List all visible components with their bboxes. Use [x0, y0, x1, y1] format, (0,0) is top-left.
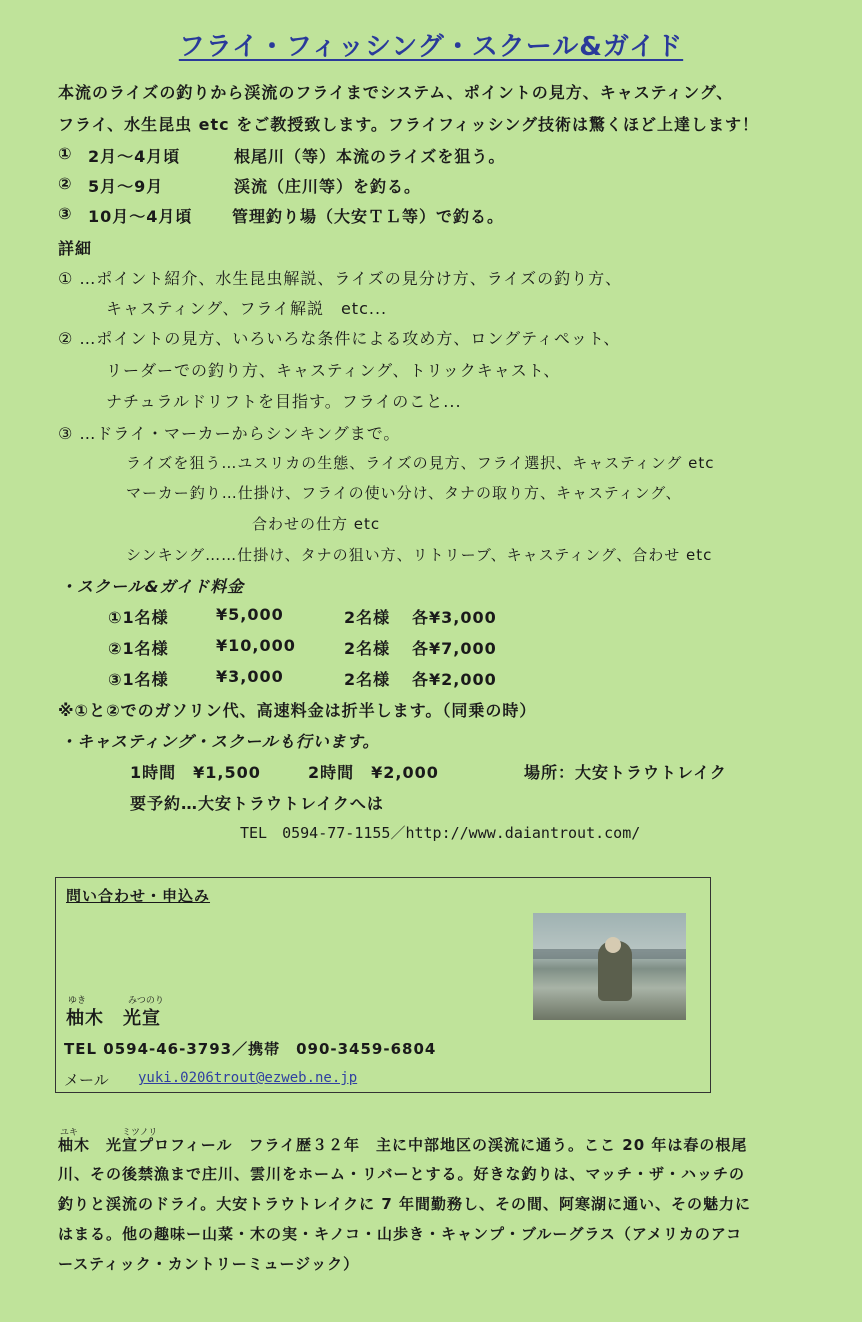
detail-3-rise: ライズを狙う…ユスリカの生態、ライズの見方、フライ選択、キャスティング etc — [126, 454, 715, 472]
detail-3-line-1: ③ …ドライ・マーカーからシンキングまで。 — [58, 424, 401, 443]
name-ruby-surname: ゆき — [68, 996, 87, 1006]
detail-1-line-1: ① …ポイント紹介、水生昆虫解説、ライズの見分け方、ライズの釣り方、 — [58, 269, 623, 288]
details-heading: 詳細 — [58, 239, 93, 258]
season-2-period: 5月～9月 — [88, 177, 164, 196]
casting-heading: ・キャスティング・スクールも行います。 — [60, 732, 380, 751]
casting-contact: TEL 0594-77-1155／http://www.daiantrout.com/ — [240, 824, 641, 842]
season-2-desc: 渓流（庄川等）を釣る。 — [234, 177, 422, 196]
fee-heading: ・スクール&ガイド料金 — [60, 577, 245, 596]
profile-ruby-given: ミツノリ — [122, 1128, 158, 1138]
season-3-num: ③ — [58, 204, 73, 223]
fee-1-pair: 各¥3,000 — [412, 608, 497, 627]
profile-line-1: 柚木 光宣プロフィール フライ歴３２年 主に中部地区の渓流に通う。ここ 20 年は春の根尾 — [58, 1136, 748, 1154]
detail-2-line-2: リーダーでの釣り方、キャスティング、トリックキャスト、 — [106, 361, 561, 380]
season-3-desc: 管理釣り場（大安ＴＬ等）で釣る。 — [232, 207, 505, 226]
fee-3-pair-label: 2名様 — [344, 670, 391, 689]
fee-2-pair-label: 2名様 — [344, 639, 391, 658]
casting-one-hour: 1時間 ¥1,500 — [130, 763, 261, 782]
casting-place: 場所：大安トラウトレイク — [524, 763, 727, 782]
fee-2-label: ②1名様 — [108, 639, 169, 658]
contact-name: 柚木 光宣 — [66, 1008, 161, 1029]
fee-3-label: ③1名様 — [108, 670, 169, 689]
page-title: フライ・フィッシング・スクール&ガイド — [178, 32, 684, 62]
season-1-num: ① — [58, 144, 73, 163]
profile-line-3: 釣りと渓流のドライ。大安トラウトレイクに 7 年間勤務し、その間、阿寒湖に通い、その魅力に — [58, 1195, 752, 1213]
fee-1-pair-label: 2名様 — [344, 608, 391, 627]
season-1-desc: 根尾川（等）本流のライズを狙う。 — [234, 147, 506, 166]
detail-2-line-3: ナチュラルドリフトを目指す。フライのこと... — [106, 392, 462, 411]
contact-tel: TEL 0594-46-3793／携帯 090-3459-6804 — [64, 1040, 437, 1058]
fee-2-pair: 各¥7,000 — [412, 639, 497, 658]
angler-photo — [533, 913, 686, 1020]
fee-1-single: ¥5,000 — [216, 605, 284, 624]
profile-ruby-surname: ユキ — [60, 1128, 79, 1138]
photo-angler-head — [605, 937, 621, 953]
fee-note: ※①と②でのガソリン代、高速料金は折半します。（同乗の時） — [58, 701, 537, 720]
profile-line-2: 川、その後禁漁まで庄川、雲川をホーム・リバーとする。好きな釣りは、マッチ・ザ・ハッチの — [58, 1165, 745, 1183]
fee-3-single: ¥3,000 — [216, 667, 284, 686]
season-2-num: ② — [58, 174, 73, 193]
name-ruby-given: みつのり — [128, 996, 164, 1006]
fee-2-single: ¥10,000 — [216, 636, 296, 655]
casting-two-hour: 2時間 ¥2,000 — [308, 763, 439, 782]
detail-1-line-2: キャスティング、フライ解説 etc... — [106, 299, 388, 318]
contact-heading: 問い合わせ・申込み — [66, 887, 211, 905]
mail-label: メール — [64, 1071, 109, 1089]
fee-3-pair: 各¥2,000 — [412, 670, 497, 689]
detail-3-marker: マーカー釣り…仕掛け、フライの使い分け、タナの取り方、キャスティング、 — [126, 484, 682, 502]
intro-line-1: 本流のライズの釣りから渓流のフライまでシステム、ポイントの見方、キャスティング、 — [58, 83, 734, 102]
casting-reservation: 要予約…大安トラウトレイクへは — [130, 794, 384, 813]
detail-3-marker-cont: 合わせの仕方 etc — [252, 515, 381, 533]
profile-line-4: はまる。他の趣味ー山菜・木の実・キノコ・山歩き・キャンプ・ブルーグラス（アメリカのアコ — [58, 1225, 743, 1243]
detail-2-line-1: ② …ポイントの見方、いろいろな条件による攻め方、ロングティペット、 — [58, 329, 621, 348]
intro-line-2: フライ、水生昆虫 etc をご教授致します。フライフィッシング技術は驚くほど上達します！ — [58, 115, 759, 134]
detail-3-sinking: シンキング……仕掛け、タナの狙い方、リトリーブ、キャスティング、合わせ etc — [126, 546, 713, 564]
profile-line-5: ースティック・カントリーミュージック） — [58, 1255, 360, 1273]
season-1-period: 2月～4月頃 — [88, 147, 181, 166]
mail-link[interactable]: yuki.0206trout@ezweb.ne.jp — [138, 1070, 358, 1086]
fee-1-label: ①1名様 — [108, 608, 169, 627]
season-3-period: 10月～4月頃 — [88, 207, 193, 226]
